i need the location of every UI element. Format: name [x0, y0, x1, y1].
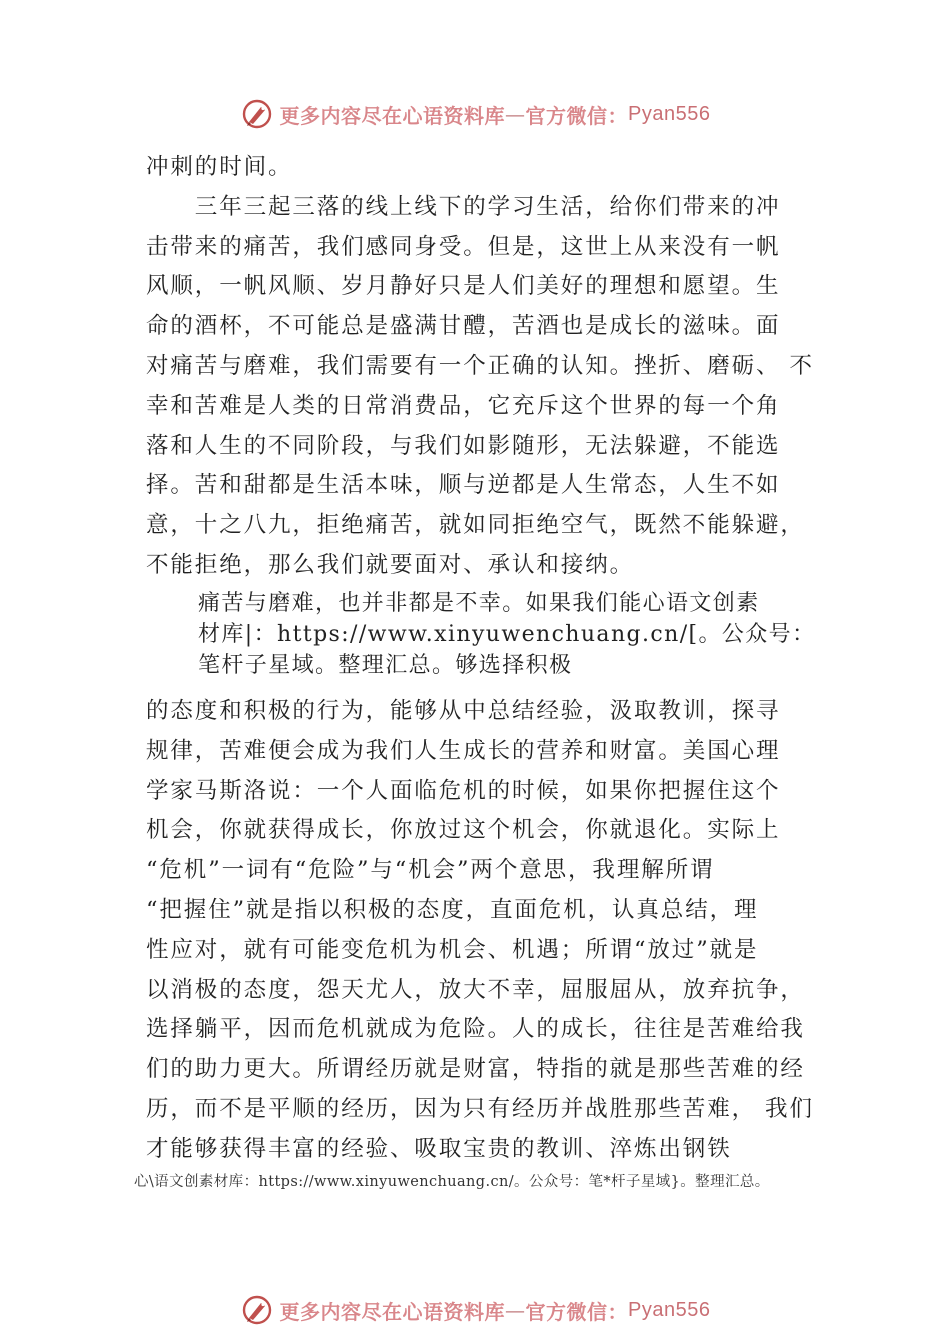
text-line: “危机”一词有“危险”与“机会”两个意思，我理解所谓 [146, 857, 715, 884]
footer-label: 官方微信： [525, 1299, 629, 1324]
text-line: 意，十之八九，拒绝痛苦，就如同拒绝空气，既然不能躲避， [146, 512, 805, 539]
footer-banner [0, 1288, 950, 1332]
text-line: 落和人生的不同阶段，与我们如影随形，无法躲避，不能选 [146, 432, 781, 459]
text-line: 性应对，就有可能变危机为机会、机遇；所谓“放过”就是 [146, 936, 759, 963]
text-line: 对痛苦与磨难，我们需要有一个正确的认知。挫折、磨砺、 不 [146, 352, 814, 379]
paragraph-block-c [146, 692, 826, 1170]
header-account: Pyan556 [628, 102, 711, 125]
paragraph-block-b [198, 588, 818, 681]
text-line: “把握住”就是指以积极的态度，直面危机，认真总结，理 [146, 896, 759, 923]
footer-note: 心\语文创素材库：https://www.xinyuwenchuang.cn/。公众号：笔*杆子星域}。整理汇总。 [134, 1174, 770, 1190]
text-line: 的态度和积极的行为，能够从中总结经验，汲取教训，探寻 [146, 698, 781, 724]
text-line: 材库|：https://www.xinyuwenchuang.cn/[。公众号： [198, 622, 816, 647]
paragraph-block-a [146, 148, 826, 586]
text-line: 规律，苦难便会成为我们人生成长的营养和财富。美国心理 [146, 737, 781, 764]
footer-account: Pyan556 [628, 1298, 711, 1321]
text-line: 才能够获得丰富的经验、吸取宝贵的教训、淬炼出钢铁 [146, 1135, 732, 1162]
text-line: 以消极的态度，怨天尤人，放大不幸，屈服屈从，放弃抗争， [146, 976, 805, 1003]
footer-brand: 更多内容尽在心语资料库 [279, 1299, 506, 1324]
text-line: 历，而不是平顺的经历，因为只有经历并战胜那些苦难， 我们 [146, 1095, 814, 1122]
header-banner [0, 92, 950, 136]
header-label: 官方微信： [525, 103, 629, 128]
text-line: 击带来的痛苦，我们感同身受。但是，这世上从来没有一帆 [146, 233, 781, 260]
header-brand: 更多内容尽在心语资料库 [279, 103, 506, 128]
text-line: 不能拒绝，那么我们就要面对、承认和接纳。 [146, 551, 635, 578]
text-line: 机会，你就获得成长，你放过这个机会，你就退化。实际上 [146, 817, 781, 844]
footer-separator: — [505, 1298, 526, 1322]
text-line: 择。苦和甜都是生活本味，顺与逆都是人生常态，人生不如 [146, 472, 781, 499]
text-line: 幸和苦难是人类的日常消费品，它充斥这个世界的每一个角 [146, 392, 781, 419]
text-line: 风顺，一帆风顺、岁月静好只是人们美好的理想和愿望。生 [146, 273, 781, 300]
text-line: 冲刺的时间。 [146, 154, 293, 180]
text-line: 命的酒杯，不可能总是盛满甘醴，苦酒也是成长的滋味。面 [146, 313, 781, 340]
text-line: 痛苦与磨难，也并非都是不幸。如果我们能心语文创素 [198, 591, 760, 616]
text-line: 们的助力更大。所谓经历就是财富，特指的就是那些苦难的经 [146, 1056, 805, 1083]
text-line: 选择躺平，因而危机就成为危险。人的成长，往往是苦难给我 [146, 1016, 805, 1043]
pen-nib-logo-icon [240, 97, 274, 131]
text-line: 笔杆子星域。整理汇总。够选择积极 [198, 653, 573, 678]
text-line: 三年三起三落的线上线下的学习生活，给你们带来的冲 [146, 193, 781, 220]
pen-nib-logo-icon [240, 1293, 274, 1327]
text-line: 学家马斯洛说：一个人面临危机的时候，如果你把握住这个 [146, 777, 781, 804]
header-separator: — [505, 102, 526, 126]
